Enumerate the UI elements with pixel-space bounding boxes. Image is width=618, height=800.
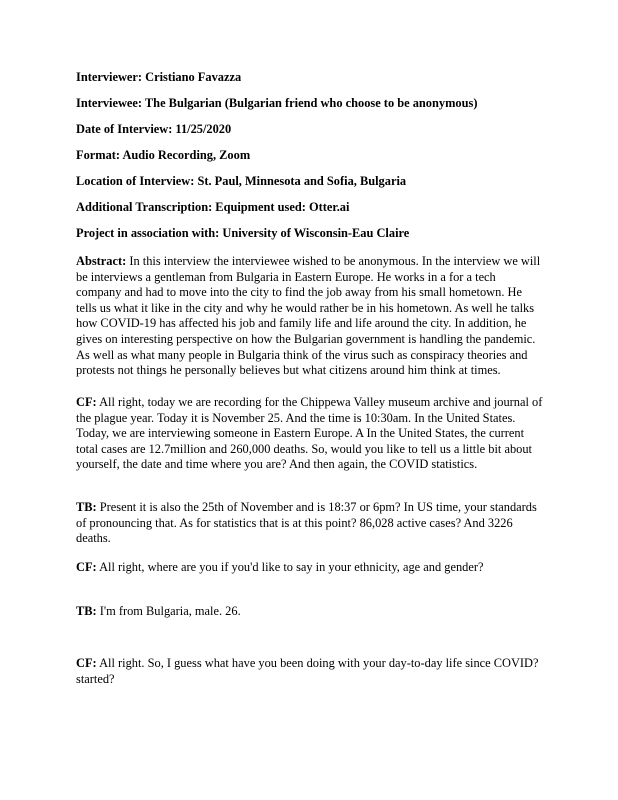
speaker-label: CF: <box>76 395 97 409</box>
transcript-entry <box>76 560 544 576</box>
speaker-label: CF: <box>76 656 97 670</box>
location-line: Location of Interview: St. Paul, Minnesota and Sofia, Bulgaria <box>76 174 407 188</box>
speaker-label: TB: <box>76 604 97 618</box>
interviewee-line: Interviewee: The Bulgarian (Bulgarian friend who choose to be anonymous) <box>76 96 478 110</box>
abstract-text: In this interview the interviewee wished to be anonymous. In the interview we will be interviews a gentleman from Bulgaria in Eastern Europe. He works in a for a tech company and had to move into the city to find the job away from his small hometown. He tells us what it like in the city and why he would rather be in his hometown. As well he talks how COVID-19 has affected his job and family life and life around the city. In addition, he gives on interesting perspective on how the Bulgarian government is handling the pandemic. As well as what many people in Bulgaria think of the virus such as conspiracy theories and protests not things he personally believes but what citizens around him think at times. <box>76 254 541 378</box>
transcript-text: Present it is also the 25th of November and is 18:37 or 6pm? In US time, your standards of pronouncing that. As for statistics that is at this point? 86,028 active cases? And 3226 deaths. <box>76 500 537 546</box>
interviewer-line: Interviewer: Cristiano Favazza <box>76 70 242 84</box>
transcript-text: All right, where are you if you'd like to say in your ethnicity, age and gender? <box>99 560 484 574</box>
transcript-text: I'm from Bulgaria, male. 26. <box>99 604 241 618</box>
abstract-paragraph <box>76 254 544 379</box>
date-line: Date of Interview: 11/25/2020 <box>76 122 232 136</box>
transcript-text: All right, today we are recording for the Chippewa Valley museum archive and journal of the plague year. Today it is November 25. And the time is 10:30am. In the United States. Today, we are interviewing someone in Eastern Europe. A In the United States, the current total cases are 12.7million and 260,000 deaths. So, would you like to tell us a little bit about yourself, the date and time where you are? And then again, the COVID statistics. <box>76 395 543 472</box>
transcript-entry <box>76 395 544 473</box>
transcript-entry <box>76 500 544 547</box>
transcript-entry <box>76 604 544 620</box>
speaker-label: CF: <box>76 560 97 574</box>
format-line: Format: Audio Recording, Zoom <box>76 148 251 162</box>
transcript-text: All right. So, I guess what have you been doing with your day-to-day life since COVID? started? <box>76 656 539 686</box>
abstract-label: Abstract: <box>76 254 127 268</box>
speaker-label: TB: <box>76 500 97 514</box>
transcript-entry <box>76 656 544 687</box>
project-line: Project in association with: University of Wisconsin-Eau Claire <box>76 226 410 240</box>
transcription-line: Additional Transcription: Equipment used: Otter.ai <box>76 200 350 214</box>
